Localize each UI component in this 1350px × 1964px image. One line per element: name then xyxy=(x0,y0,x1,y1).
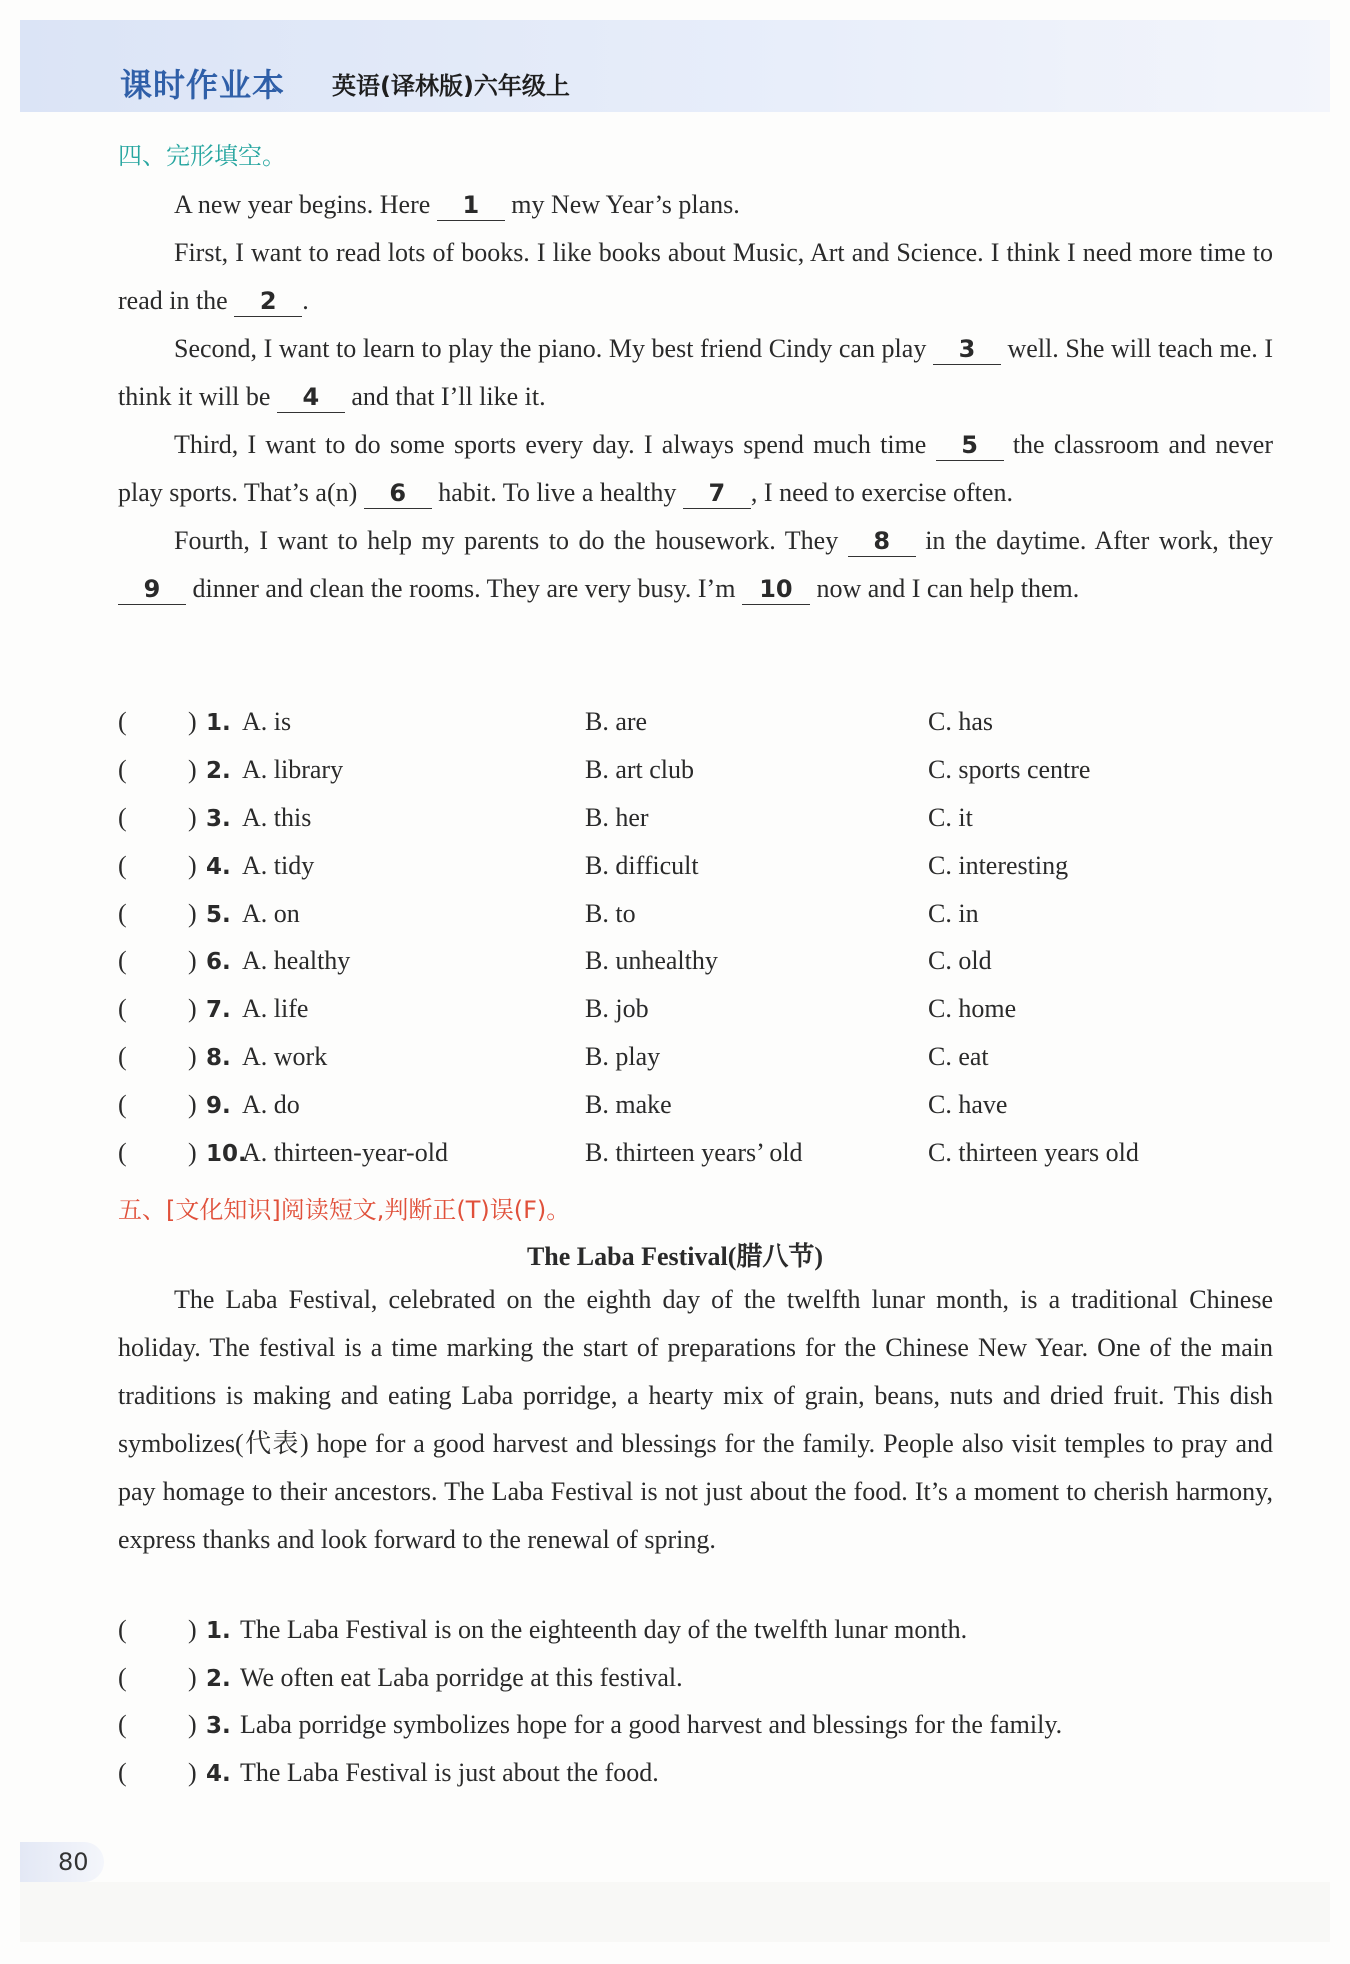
statement-text: Laba porridge symbolizes hope for a good harvest and blessings for the family. xyxy=(240,1710,1063,1739)
answer-paren-open[interactable]: ( xyxy=(118,1710,127,1739)
choice-row xyxy=(118,751,1273,799)
passage-text: now and I can help them. xyxy=(809,574,1080,603)
choice-row xyxy=(118,1038,1273,1086)
section5-bracket-close: ] xyxy=(271,1196,281,1224)
section5-prefix: 五、 xyxy=(118,1196,166,1224)
article-title: The Laba Festival(腊八节) xyxy=(526,1242,824,1271)
statement-text: The Laba Festival is just about the food. xyxy=(240,1757,659,1787)
option-b[interactable]: B. art club xyxy=(585,754,695,784)
statement-row xyxy=(118,1754,1273,1802)
answer-paren-close: ) xyxy=(188,754,197,784)
question-number: 5. xyxy=(206,901,231,928)
blank-number[interactable]: 7 xyxy=(683,478,751,509)
section5-bracket-open: [ xyxy=(166,1196,176,1224)
blank-number[interactable]: 1 xyxy=(437,190,505,221)
answer-paren-open[interactable]: ( xyxy=(118,707,127,736)
answer-paren-open[interactable]: ( xyxy=(118,1662,127,1692)
option-a[interactable]: A. thirteen-year-old xyxy=(242,1138,448,1168)
option-a[interactable]: A. healthy xyxy=(242,946,351,976)
question-number: 9. xyxy=(206,1093,231,1120)
answer-paren-close: ) xyxy=(188,850,197,880)
statement-row xyxy=(118,1611,1273,1659)
option-c[interactable]: C. old xyxy=(928,946,992,976)
option-b[interactable]: B. to xyxy=(585,898,636,928)
statement-text: The Laba Festival is on the eighteenth day of the twelfth lunar month. xyxy=(240,1615,968,1644)
answer-paren-open[interactable]: ( xyxy=(118,1615,127,1644)
option-a[interactable]: A. this xyxy=(242,802,312,832)
choice-row xyxy=(118,990,1273,1038)
bottom-band xyxy=(20,1882,1330,1942)
question-number: 7. xyxy=(206,997,231,1024)
article-text: The Laba Festival, celebrated on the eighth day of the twelfth lunar month, is a traditional Chinese holiday. The festival is a time marking the start of preparations for the Chinese New Year. One of the main traditions is making and eating Laba porridge, a hearty mix of grain, beans, nuts and dried fruit. This dish symbolizes(代表) hope for a good harvest and blessings for the family. People also visit temples to pray and pay homage to their ancestors. The Laba Festival is not just about the food. It’s a moment to cherish harmony, express thanks and look forward to the renewal of spring. xyxy=(118,1285,1273,1554)
answer-paren-close: ) xyxy=(188,802,197,832)
section5-tag: 文化知识 xyxy=(175,1196,272,1224)
answer-paren-close: ) xyxy=(188,1090,197,1120)
passage-text: the classroom and never play sports. That’s a(n) xyxy=(118,430,1274,507)
section4-title: 四、完形填空。 xyxy=(118,142,286,170)
statement-text: We often eat Laba porridge at this festival. xyxy=(240,1662,683,1692)
blank-number[interactable]: 5 xyxy=(936,430,1004,461)
cloze-passage xyxy=(118,181,1273,613)
book-brand: 课时作业本 xyxy=(120,66,286,104)
choice-row xyxy=(118,1134,1273,1182)
question-number: 1. xyxy=(206,710,231,736)
option-c[interactable]: C. thirteen years old xyxy=(928,1138,1139,1168)
option-c[interactable]: C. interesting xyxy=(928,850,1069,880)
passage-text: in the daytime. After work, they xyxy=(915,526,1273,555)
statement-number: 4. xyxy=(206,1760,231,1787)
option-c[interactable]: C. sports centre xyxy=(928,754,1091,784)
cloze-paragraph xyxy=(118,229,1273,325)
option-b[interactable]: B. thirteen years’ old xyxy=(585,1138,803,1168)
question-number: 8. xyxy=(206,1045,231,1072)
statement-row xyxy=(118,1706,1273,1754)
answer-paren-open[interactable]: ( xyxy=(118,946,127,976)
option-b[interactable]: B. are xyxy=(585,707,648,736)
article-passage xyxy=(118,1276,1273,1564)
answer-paren-open[interactable]: ( xyxy=(118,1042,127,1072)
passage-text: Third, I want to do some sports every day. I always spend much time xyxy=(174,430,936,459)
option-c[interactable]: C. eat xyxy=(928,1042,989,1072)
book-subtitle: 英语(译林版)六年级上 xyxy=(332,72,570,100)
answer-paren-open[interactable]: ( xyxy=(118,754,127,784)
passage-text: First, I want to read lots of books. I like books about Music, Art and Science. I think I need more time to read in the xyxy=(118,238,1273,315)
answer-paren-open[interactable]: ( xyxy=(118,802,127,832)
choice-row xyxy=(118,942,1273,990)
option-a[interactable]: A. on xyxy=(242,898,300,928)
option-a[interactable]: A. is xyxy=(242,707,292,736)
blank-number[interactable]: 9 xyxy=(118,574,186,605)
passage-text: Fourth, I want to help my parents to do the housework. They xyxy=(174,526,848,555)
option-c[interactable]: C. have xyxy=(928,1090,1008,1120)
answer-paren-close: ) xyxy=(188,1042,197,1072)
blank-number[interactable]: 8 xyxy=(848,526,916,557)
question-number: 2. xyxy=(206,757,231,784)
passage-text: my New Year’s plans. xyxy=(504,190,740,219)
option-b[interactable]: B. job xyxy=(585,994,649,1024)
passage-text: Second, I want to learn to play the piano. My best friend Cindy can play xyxy=(174,334,933,363)
passage-text: dinner and clean the rooms. They are very busy. I’m xyxy=(186,574,742,603)
choice-row xyxy=(118,847,1273,895)
passage-text: . xyxy=(302,286,309,315)
blank-number[interactable]: 2 xyxy=(234,286,302,317)
question-number: 10. xyxy=(206,1141,247,1168)
statement-row xyxy=(118,1659,1273,1707)
option-b[interactable]: B. unhealthy xyxy=(585,946,718,976)
page-header xyxy=(20,20,1330,112)
answer-paren-open[interactable]: ( xyxy=(118,1757,127,1787)
blank-number[interactable]: 4 xyxy=(277,382,345,413)
option-c[interactable]: C. it xyxy=(928,802,973,832)
statement-number: 3. xyxy=(206,1713,231,1739)
answer-paren-close: ) xyxy=(188,1662,197,1692)
answer-paren-close: ) xyxy=(188,898,197,928)
cloze-paragraph xyxy=(118,517,1273,613)
passage-text: well. She will teach me. I think it will be xyxy=(118,334,1273,411)
cloze-paragraph xyxy=(118,421,1273,517)
option-b[interactable]: B. her xyxy=(585,802,649,832)
option-c[interactable]: C. in xyxy=(928,898,979,928)
option-b[interactable]: B. play xyxy=(585,1042,661,1072)
cloze-paragraph xyxy=(118,181,1273,229)
statement-number: 2. xyxy=(206,1665,231,1692)
choice-row xyxy=(118,895,1273,943)
answer-paren-close: ) xyxy=(188,946,197,976)
option-a[interactable]: A. library xyxy=(242,754,344,784)
blank-number[interactable]: 10 xyxy=(742,574,810,605)
true-false-list xyxy=(118,1611,1273,1801)
option-a[interactable]: A. do xyxy=(242,1090,300,1120)
question-number: 4. xyxy=(206,853,231,880)
answer-paren-close: ) xyxy=(188,707,197,736)
question-number: 3. xyxy=(206,805,231,832)
answer-paren-open[interactable]: ( xyxy=(118,1090,127,1120)
page-number: 80 xyxy=(20,1842,104,1882)
answer-paren-open[interactable]: ( xyxy=(118,994,127,1024)
option-c[interactable]: C. has xyxy=(928,707,993,736)
option-a[interactable]: A. work xyxy=(242,1042,328,1072)
passage-text: , I need to exercise often. xyxy=(750,478,1013,507)
cloze-paragraph xyxy=(118,325,1273,421)
cloze-choices xyxy=(118,703,1273,1182)
passage-text: A new year begins. Here xyxy=(174,190,437,219)
option-b[interactable]: B. difficult xyxy=(585,850,699,880)
question-number: 6. xyxy=(206,949,231,976)
statement-number: 1. xyxy=(206,1618,231,1644)
answer-paren-open[interactable]: ( xyxy=(118,1138,127,1168)
answer-paren-close: ) xyxy=(188,1710,197,1739)
choice-row xyxy=(118,1086,1273,1134)
section5-title xyxy=(118,1190,570,1225)
blank-number[interactable]: 3 xyxy=(933,334,1001,365)
option-a[interactable]: A. tidy xyxy=(242,850,315,880)
blank-number[interactable]: 6 xyxy=(364,478,432,509)
option-b[interactable]: B. make xyxy=(585,1090,672,1120)
answer-paren-open[interactable]: ( xyxy=(118,898,127,928)
passage-text: and that I’ll like it. xyxy=(344,382,546,411)
choice-row xyxy=(118,799,1273,847)
section5-rest: 阅读短文,判断正(T)误(F)。 xyxy=(280,1196,571,1224)
passage-text: habit. To live a healthy xyxy=(431,478,683,507)
option-c[interactable]: C. home xyxy=(928,994,1017,1024)
answer-paren-close: ) xyxy=(188,1757,197,1787)
choice-row xyxy=(118,703,1273,751)
answer-paren-close: ) xyxy=(188,994,197,1024)
answer-paren-close: ) xyxy=(188,1615,197,1644)
option-a[interactable]: A. life xyxy=(242,994,309,1024)
answer-paren-close: ) xyxy=(188,1138,197,1168)
answer-paren-open[interactable]: ( xyxy=(118,850,127,880)
